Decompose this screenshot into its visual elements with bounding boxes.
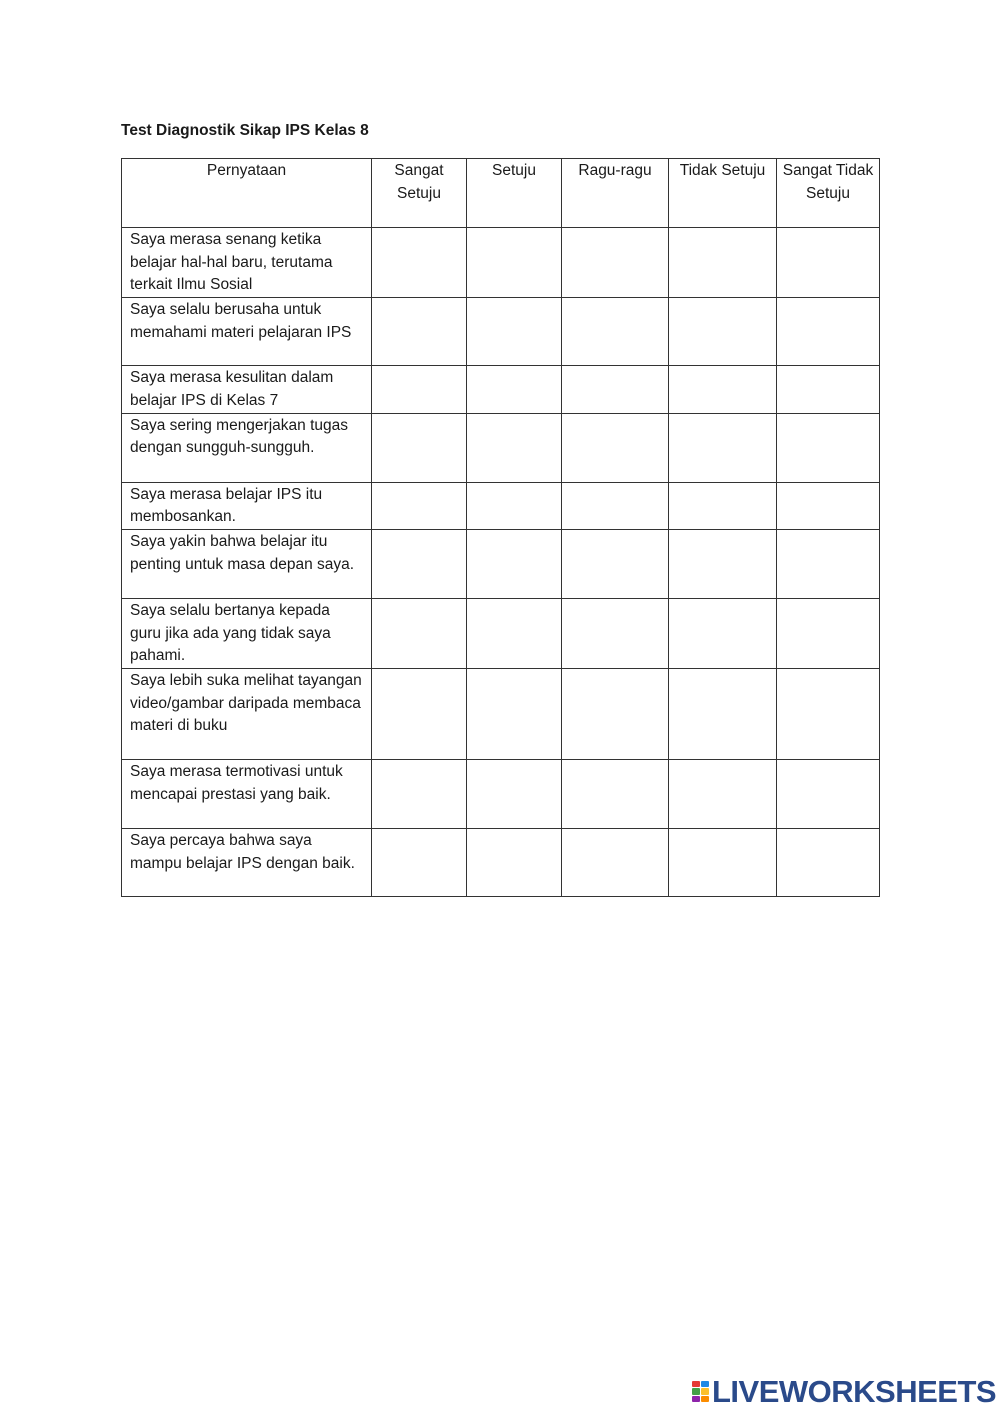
answer-cell-sangat-setuju[interactable]: [372, 366, 467, 413]
header-sangat-setuju: Sangat Setuju: [372, 159, 467, 228]
answer-cell-tidak-setuju[interactable]: [669, 760, 777, 829]
answer-cell-ragu-ragu[interactable]: [562, 598, 669, 668]
statement-cell: Saya selalu berusaha untuk memahami materi pelajaran IPS: [122, 298, 372, 366]
statement-cell: Saya merasa termotivasi untuk mencapai prestasi yang baik.: [122, 760, 372, 829]
answer-cell-sangat-tidak-setuju[interactable]: [777, 366, 880, 413]
answer-cell-sangat-tidak-setuju[interactable]: [777, 598, 880, 668]
statement-cell: Saya lebih suka melihat tayangan video/gambar daripada membaca materi di buku: [122, 669, 372, 760]
answer-cell-sangat-setuju[interactable]: [372, 829, 467, 897]
answer-cell-setuju[interactable]: [467, 366, 562, 413]
logo-squares-icon: [692, 1381, 709, 1403]
table-row: [122, 760, 880, 829]
answer-cell-ragu-ragu[interactable]: [562, 760, 669, 829]
answer-cell-setuju[interactable]: [467, 228, 562, 298]
answer-cell-tidak-setuju[interactable]: [669, 598, 777, 668]
table-row: [122, 366, 880, 413]
table-row: [122, 228, 880, 298]
header-sangat-tidak-setuju: Sangat Tidak Setuju: [777, 159, 880, 228]
answer-cell-sangat-setuju[interactable]: [372, 598, 467, 668]
header-ragu-ragu: Ragu-ragu: [562, 159, 669, 228]
statement-cell: Saya merasa belajar IPS itu membosankan.: [122, 482, 372, 529]
answer-cell-ragu-ragu[interactable]: [562, 482, 669, 529]
statement-cell: Saya selalu bertanya kepada guru jika ada yang tidak saya pahami.: [122, 598, 372, 668]
answer-cell-tidak-setuju[interactable]: [669, 298, 777, 366]
answer-cell-ragu-ragu[interactable]: [562, 829, 669, 897]
statement-cell: Saya yakin bahwa belajar itu penting untuk masa depan saya.: [122, 529, 372, 598]
answer-cell-tidak-setuju[interactable]: [669, 529, 777, 598]
answer-cell-sangat-setuju[interactable]: [372, 669, 467, 760]
answer-cell-sangat-tidak-setuju[interactable]: [777, 529, 880, 598]
answer-cell-tidak-setuju[interactable]: [669, 228, 777, 298]
answer-cell-sangat-setuju[interactable]: [372, 482, 467, 529]
answer-cell-ragu-ragu[interactable]: [562, 298, 669, 366]
answer-cell-setuju[interactable]: [467, 529, 562, 598]
statement-cell: Saya percaya bahwa saya mampu belajar IPS dengan baik.: [122, 829, 372, 897]
table-row: [122, 829, 880, 897]
answer-cell-sangat-tidak-setuju[interactable]: [777, 413, 880, 482]
answer-cell-setuju[interactable]: [467, 482, 562, 529]
table-row: [122, 413, 880, 482]
answer-cell-ragu-ragu[interactable]: [562, 529, 669, 598]
table-row: [122, 298, 880, 366]
answer-cell-setuju[interactable]: [467, 669, 562, 760]
table-row: [122, 598, 880, 668]
liveworksheets-logo: [692, 1376, 996, 1407]
survey-table: [121, 158, 880, 897]
table-row: [122, 669, 880, 760]
logo-text: LIVEWORKSHEETS: [712, 1374, 997, 1409]
table-row: [122, 529, 880, 598]
answer-cell-sangat-setuju[interactable]: [372, 413, 467, 482]
answer-cell-ragu-ragu[interactable]: [562, 669, 669, 760]
answer-cell-tidak-setuju[interactable]: [669, 669, 777, 760]
table-row: [122, 482, 880, 529]
answer-cell-sangat-setuju[interactable]: [372, 228, 467, 298]
answer-cell-setuju[interactable]: [467, 298, 562, 366]
statement-cell: Saya merasa senang ketika belajar hal-hal baru, terutama terkait Ilmu Sosial: [122, 228, 372, 298]
header-row: [122, 159, 880, 228]
answer-cell-setuju[interactable]: [467, 413, 562, 482]
header-setuju: Setuju: [467, 159, 562, 228]
answer-cell-setuju[interactable]: [467, 598, 562, 668]
answer-cell-setuju[interactable]: [467, 829, 562, 897]
answer-cell-ragu-ragu[interactable]: [562, 228, 669, 298]
answer-cell-sangat-tidak-setuju[interactable]: [777, 669, 880, 760]
answer-cell-sangat-tidak-setuju[interactable]: [777, 482, 880, 529]
answer-cell-setuju[interactable]: [467, 760, 562, 829]
answer-cell-ragu-ragu[interactable]: [562, 413, 669, 482]
answer-cell-sangat-tidak-setuju[interactable]: [777, 298, 880, 366]
answer-cell-sangat-setuju[interactable]: [372, 298, 467, 366]
answer-cell-sangat-tidak-setuju[interactable]: [777, 760, 880, 829]
answer-cell-tidak-setuju[interactable]: [669, 366, 777, 413]
answer-cell-sangat-setuju[interactable]: [372, 529, 467, 598]
answer-cell-sangat-tidak-setuju[interactable]: [777, 829, 880, 897]
answer-cell-sangat-setuju[interactable]: [372, 760, 467, 829]
header-statement: Pernyataan: [122, 159, 372, 228]
answer-cell-tidak-setuju[interactable]: [669, 482, 777, 529]
statement-cell: Saya merasa kesulitan dalam belajar IPS di Kelas 7: [122, 366, 372, 413]
answer-cell-tidak-setuju[interactable]: [669, 829, 777, 897]
header-tidak-setuju: Tidak Setuju: [669, 159, 777, 228]
statement-cell: Saya sering mengerjakan tugas dengan sungguh-sungguh.: [122, 413, 372, 482]
answer-cell-ragu-ragu[interactable]: [562, 366, 669, 413]
document-title: Test Diagnostik Sikap IPS Kelas 8: [121, 122, 369, 139]
answer-cell-tidak-setuju[interactable]: [669, 413, 777, 482]
answer-cell-sangat-tidak-setuju[interactable]: [777, 228, 880, 298]
